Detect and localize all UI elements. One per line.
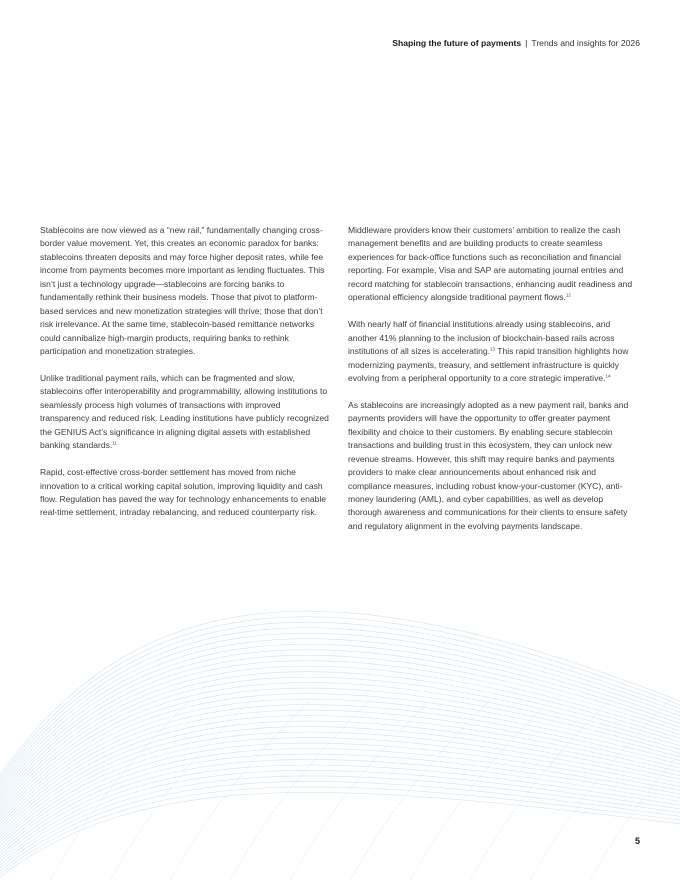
wave-line: [0, 787, 680, 880]
footnote-ref: 11: [112, 440, 117, 446]
wave-line: [0, 776, 680, 876]
paragraph: [348, 224, 638, 305]
paragraph-text: With nearly half of financial institutions already using stablecoins, and another 41% planning to the inclusion of blockchain-based rails across institutions of all sizes is accelerating.: [348, 319, 615, 357]
wave-line: [0, 650, 680, 811]
paragraph: Stablecoins are now viewed as a “new rail,” fundamentally changing cross-border value movement. Yet, this creates an economic paradox for banks: stablecoins threaten deposits and may force higher deposit rates, while fee income from payments becomes more important as lending fluctuates. This isn’t just a technology upgrade—stablecoins are forcing banks to fundamentally rethink their business models. Those that pivot to platform-based services and new monetization strategies will thrive; those that don’t risk irrelevance. At the same time, stablecoin-based remittance networks could cannibalize high-margin products, requiring banks to rethink participation and monetization strategies.: [40, 225, 325, 357]
paragraph: [40, 372, 330, 453]
left-column: [40, 224, 330, 533]
wave-line: [0, 759, 680, 867]
paragraph: [348, 318, 638, 385]
wave-line: [0, 781, 680, 879]
paragraph-text: Middleware providers know their customers’ ambition to realize the cash management benefits and are building products to create seamless experiences for back-office functions such as reconciliation and financial reporting. For example, Visa and SAP are automating journal entries and record matching for stablecoin transactions, enhancing audit readiness and operational efficiency alongside traditional payment flows.: [348, 225, 633, 303]
paragraph-text: Unlike traditional payment rails, which can be fragmented and slow, stablecoins offer interoperability and programmability, allowing institutions to seamlessly process high volumes of transactions with improved transparency and reduced risk. Leading institutions have publicly recognized the GENIUS Act’s significance in aligning digital assets with established banking standards.: [40, 372, 329, 451]
footnote-ref: 13: [490, 346, 496, 352]
wave-strand: [220, 700, 370, 880]
wave-line: [0, 617, 680, 793]
wave-line: [0, 727, 680, 851]
wave-line: [0, 754, 680, 865]
paragraph-text: This rapid transition highlights how modernizing payments, treasury, and settlement infrastructure is quickly evolving from a peripheral opportunity to a core strategic imperative.: [348, 346, 629, 383]
wave-line: [0, 611, 680, 790]
wave-line: [0, 743, 680, 859]
wave-strand: [280, 700, 430, 880]
paragraph: As stablecoins are increasingly adopted as a new payment rail, banks and payments providers will have the opportunity to offer greater payment flexibility and choice to their customers. By enabling secure stablecoin transactions and building trust in this ecosystem, they can unlock new revenue streams. However, this shift may require banks and payments providers to make clear announcements about enhanced risk and compliance measures, including robust know-your-customer (KYC), anti-money laundering (AML), and cyber capabilities, as well as develop thorough awareness and communications for their clients to ensure safety and regulatory alignment in the evolving payments landscape.: [348, 399, 629, 531]
wave-line: [0, 738, 680, 857]
wave-strand: [520, 700, 670, 880]
right-column: [348, 224, 638, 547]
footnote-ref: 12: [565, 292, 571, 298]
wave-line: [0, 699, 680, 836]
header-title: Shaping the future of payments: [392, 38, 522, 48]
wave-strand: [100, 700, 250, 880]
wave-strand: [580, 700, 680, 880]
wave-line: [0, 688, 680, 830]
wave-strand: [400, 700, 550, 880]
header-separator: |: [525, 38, 528, 48]
wave-line: [0, 694, 680, 834]
page-number: 5: [634, 836, 640, 846]
paragraph: Rapid, cost-effective cross-border settlement has moved from niche innovation to a critical working capital solution, improving liquidity and cash flow. Regulation has paved the way for technology enhancements to enable real-time settlement, intraday rebalancing, and reduced counterparty risk.: [40, 467, 327, 518]
header-subtitle: Trends and insights for 2026: [531, 38, 640, 48]
wave-strand: [460, 700, 610, 880]
footnote-ref: 14: [605, 373, 611, 379]
